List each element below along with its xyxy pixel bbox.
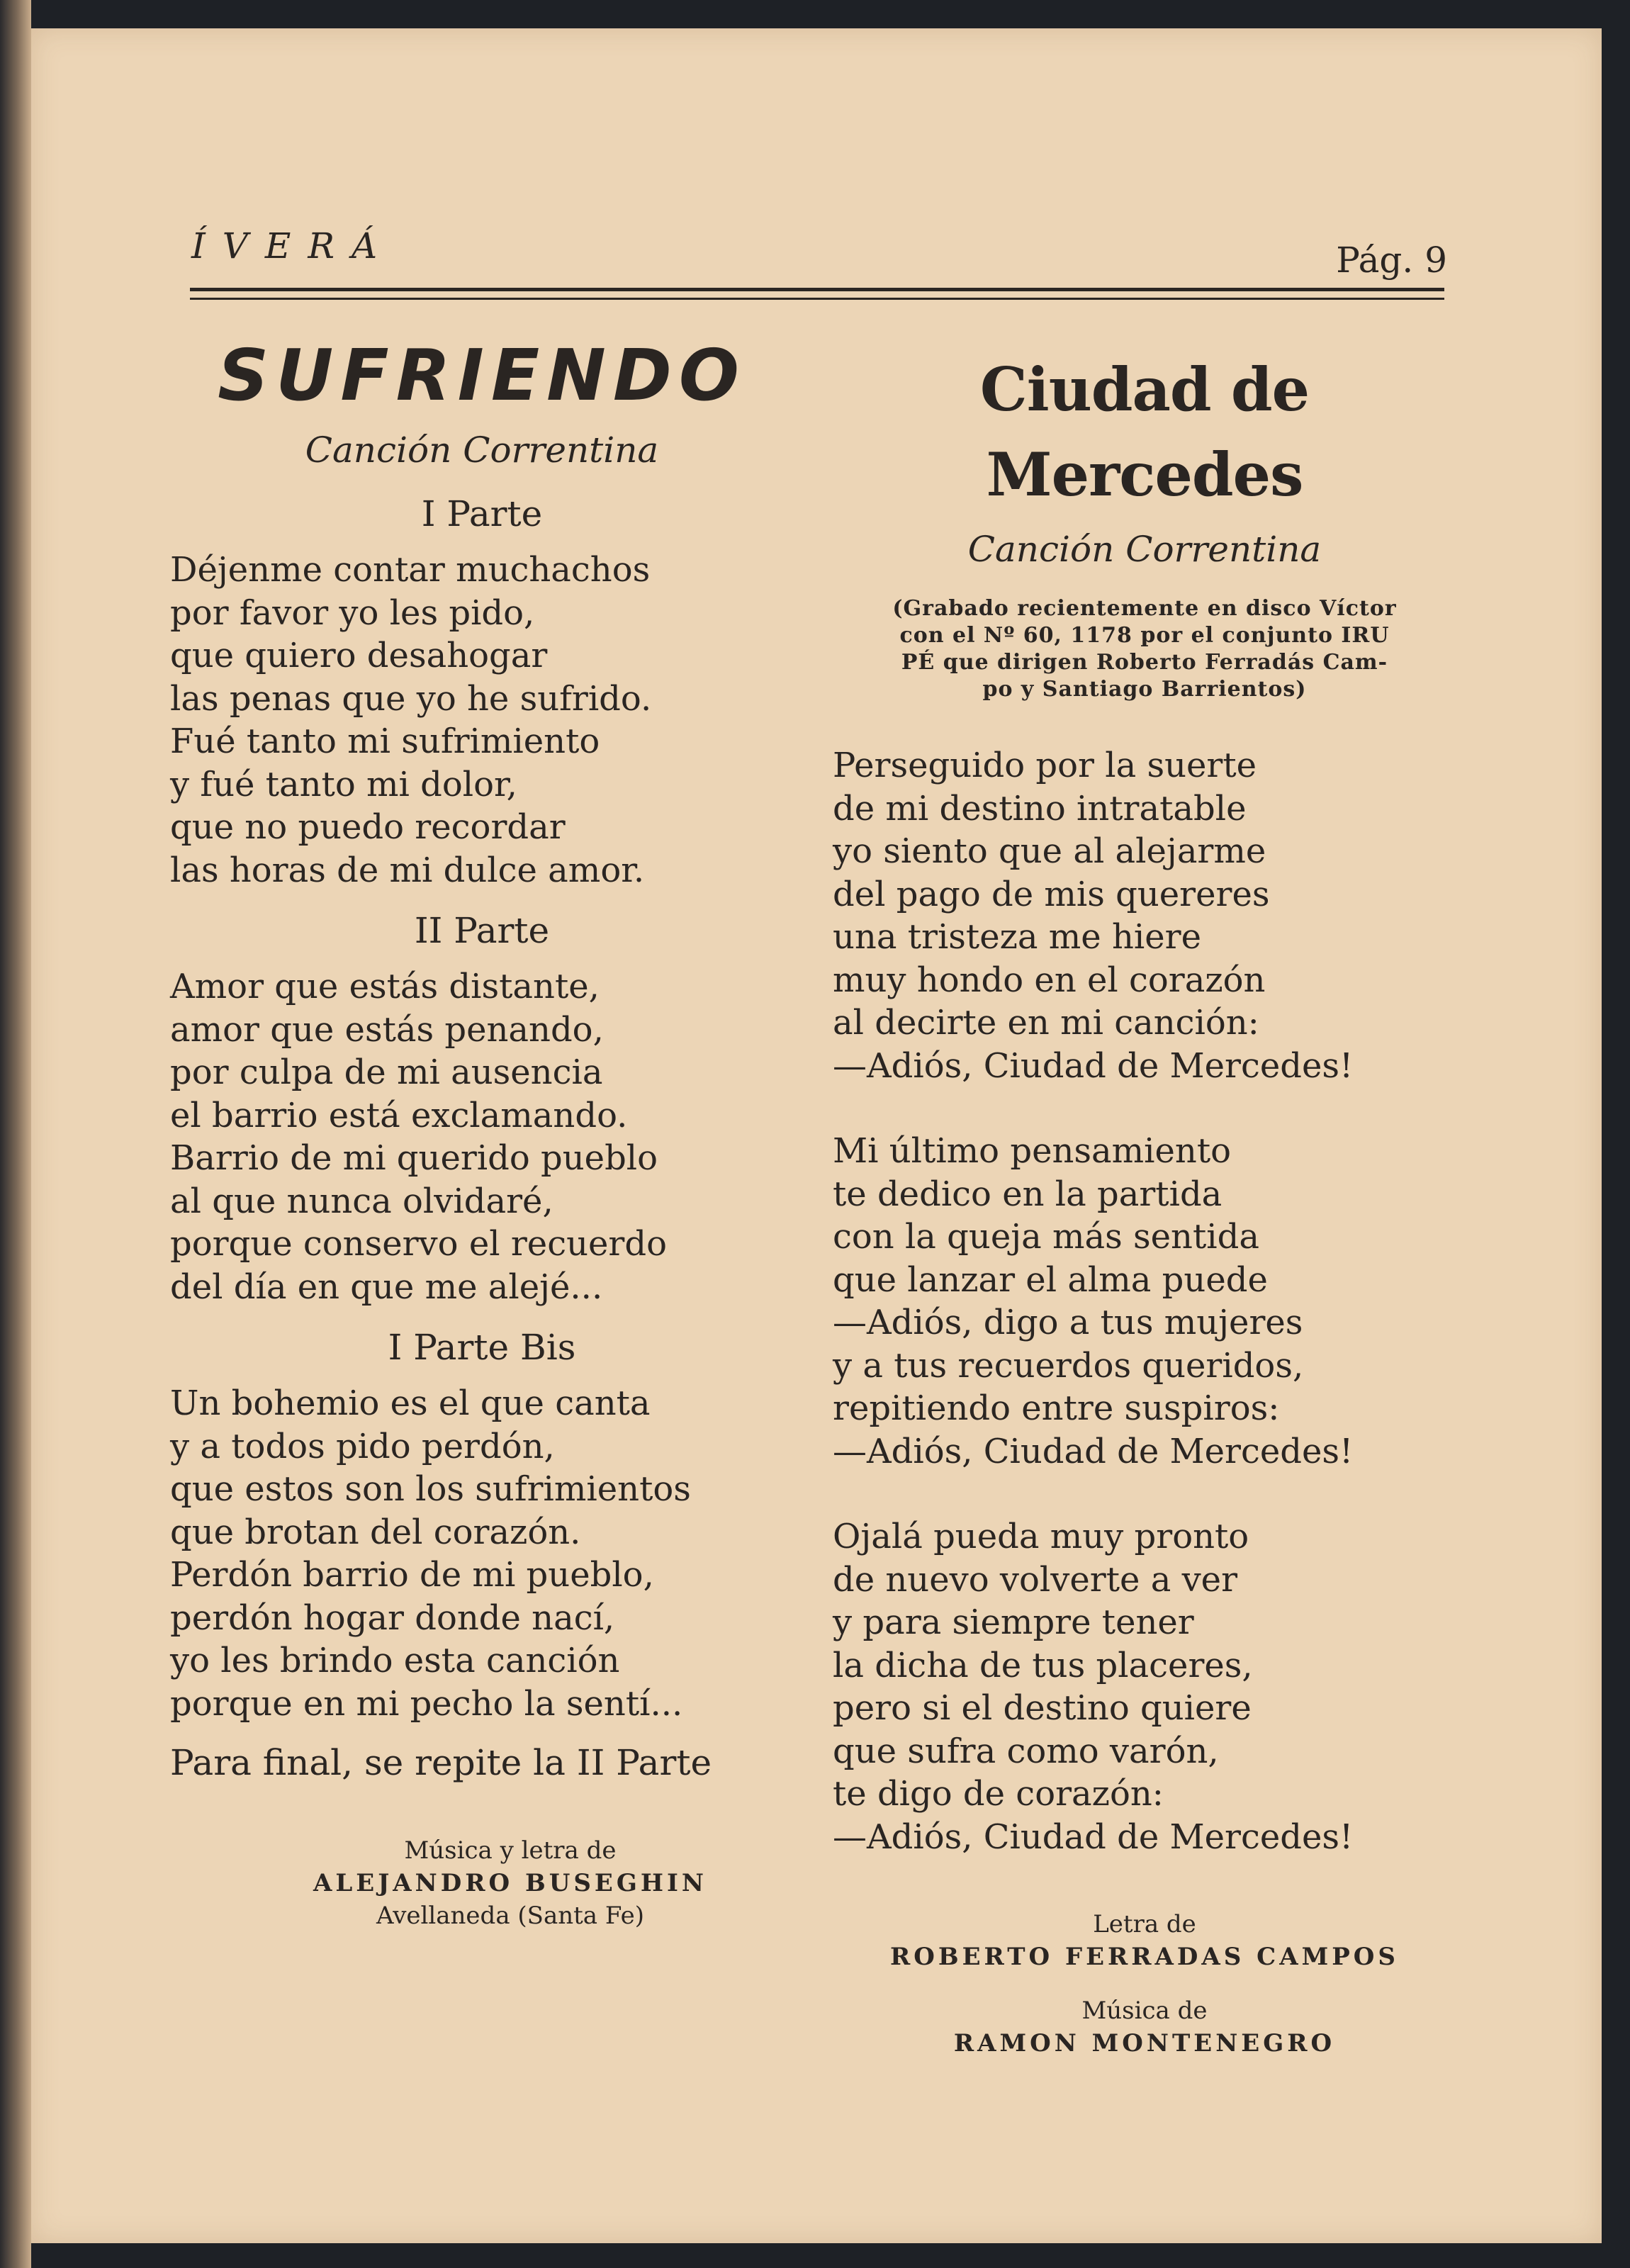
stanza-2 — [833, 1130, 1456, 1473]
song-sufriendo — [170, 333, 794, 1932]
verse-line: muy hondo en el corazón — [833, 960, 1266, 1000]
note-line: con el Nº 60, 1178 por el conjunto IRU — [899, 623, 1390, 648]
verse-line: te digo de corazón: — [833, 1774, 1164, 1814]
stanza-part-2 — [170, 965, 794, 1308]
verse-line: que quiero desahogar — [170, 636, 548, 675]
stanza-1 — [833, 744, 1456, 1087]
verse-line: te dedico en la partida — [833, 1174, 1222, 1214]
verse-line: del día en que me alejé... — [170, 1267, 603, 1307]
verse-line: Mi último pensamiento — [833, 1131, 1232, 1171]
note-line: po y Santiago Barrientos) — [982, 677, 1307, 702]
verse-line: pero si el destino quiere — [833, 1688, 1252, 1728]
verse-line: al decirte en mi canción: — [833, 1003, 1259, 1043]
final-note: Para final, se repite la II Parte — [170, 1742, 712, 1783]
header-rule-thin — [190, 298, 1444, 300]
song-ciudad-de-mercedes — [833, 347, 1456, 2060]
stanza-gap — [833, 1473, 1456, 1515]
verse-line: que brotan del corazón. — [170, 1512, 581, 1552]
credit-label: Letra de — [1093, 1910, 1196, 1938]
verse-line: por culpa de mi ausencia — [170, 1052, 603, 1092]
verse-line: Barrio de mi querido pueblo — [170, 1138, 658, 1178]
verse-line: perdón hogar donde nací, — [170, 1598, 615, 1638]
note-line: PÉ que dirigen Roberto Ferradás Cam- — [901, 650, 1388, 675]
credit-label: Música y letra de — [404, 1836, 617, 1865]
note-line: (Grabado recientemente en disco Víctor — [892, 596, 1397, 621]
stanza-part-1 — [170, 549, 794, 892]
verse-line: —Adiós, Ciudad de Mercedes! — [833, 1817, 1354, 1857]
song-credits — [833, 1908, 1456, 2060]
verse-line: que no puedo recordar — [170, 807, 566, 847]
verse-line: Fué tanto mi sufrimiento — [170, 722, 600, 761]
verse-line: —Adiós, digo a tus mujeres — [833, 1303, 1303, 1342]
verse-line: Perdón barrio de mi pueblo, — [170, 1555, 654, 1595]
verse-line: con la queja más sentida — [833, 1217, 1259, 1257]
magazine-name: ÍVERÁ — [191, 225, 395, 266]
verse-line: el barrio está exclamando. — [170, 1095, 628, 1135]
page-number: Pág. 9 — [1336, 240, 1447, 281]
verse-line: —Adiós, Ciudad de Mercedes! — [833, 1431, 1354, 1471]
verse-line: de nuevo volverte a ver — [833, 1559, 1238, 1600]
verse-line: y para siempre tener — [833, 1602, 1194, 1642]
verse-line: yo siento que al alejarme — [833, 831, 1266, 871]
verse-line: que estos son los sufrimientos — [170, 1469, 691, 1509]
song-title: SUFRIENDO — [218, 334, 746, 417]
part-heading: II Parte — [414, 910, 550, 951]
verse-line: por favor yo les pido, — [170, 593, 535, 633]
verse-line: porque en mi pecho la sentí... — [170, 1683, 683, 1724]
verse-line: las horas de mi dulce amor. — [170, 850, 645, 890]
verse-line: al que nunca olvidaré, — [170, 1181, 553, 1221]
credit-label: Música de — [1081, 1997, 1208, 2025]
verse-line: Un bohemio es el que canta — [170, 1383, 651, 1423]
verse-line: Déjenme contar muchachos — [170, 550, 651, 590]
header-rule — [190, 288, 1444, 291]
verse-line: amor que estás penando, — [170, 1009, 604, 1050]
recording-note — [833, 595, 1456, 703]
verse-line: las penas que yo he sufrido. — [170, 678, 652, 719]
credit-author: ALEJANDRO BUSEGHIN — [313, 1869, 707, 1897]
verse-line: y a todos pido perdón, — [170, 1426, 555, 1466]
song-credits — [227, 1834, 794, 1932]
stanza-gap — [833, 1087, 1456, 1130]
verse-line: Perseguido por la suerte — [833, 746, 1257, 785]
part-heading: I Parte Bis — [388, 1327, 576, 1368]
verse-line: del pago de mis quereres — [833, 874, 1270, 914]
verse-line: que sufra como varón, — [833, 1731, 1219, 1771]
verse-line: la dicha de tus placeres, — [833, 1645, 1253, 1685]
verse-line: porque conservo el recuerdo — [170, 1224, 667, 1264]
stanza-part-3 — [170, 1382, 794, 1725]
credit-author: ROBERTO FERRADAS CAMPOS — [890, 1943, 1399, 1971]
credit-author: RAMON MONTENEGRO — [953, 2029, 1336, 2058]
stanza-3 — [833, 1515, 1456, 1858]
verse-line: Ojalá pueda muy pronto — [833, 1517, 1249, 1556]
credit-place: Avellaneda (Santa Fe) — [376, 1902, 644, 1930]
verse-line: yo les brindo esta canción — [170, 1641, 620, 1680]
part-heading: I Parte — [421, 493, 543, 534]
verse-line: que lanzar el alma puede — [833, 1259, 1268, 1300]
verse-line: de mi destino intratable — [833, 788, 1247, 829]
page-binding-edge — [0, 0, 31, 2268]
verse-line: y fué tanto mi dolor, — [170, 764, 517, 804]
song-title: Ciudad de Mercedes — [979, 354, 1310, 510]
song-subtitle: Canción Correntina — [967, 529, 1322, 570]
song-subtitle: Canción Correntina — [305, 430, 659, 471]
verse-line: y a tus recuerdos queridos, — [833, 1345, 1304, 1386]
verse-line: Amor que estás distante, — [170, 967, 600, 1006]
verse-line: repitiendo entre suspiros: — [833, 1388, 1280, 1428]
verse-line: una tristeza me hiere — [833, 917, 1201, 957]
verse-line: —Adiós, Ciudad de Mercedes! — [833, 1045, 1354, 1086]
